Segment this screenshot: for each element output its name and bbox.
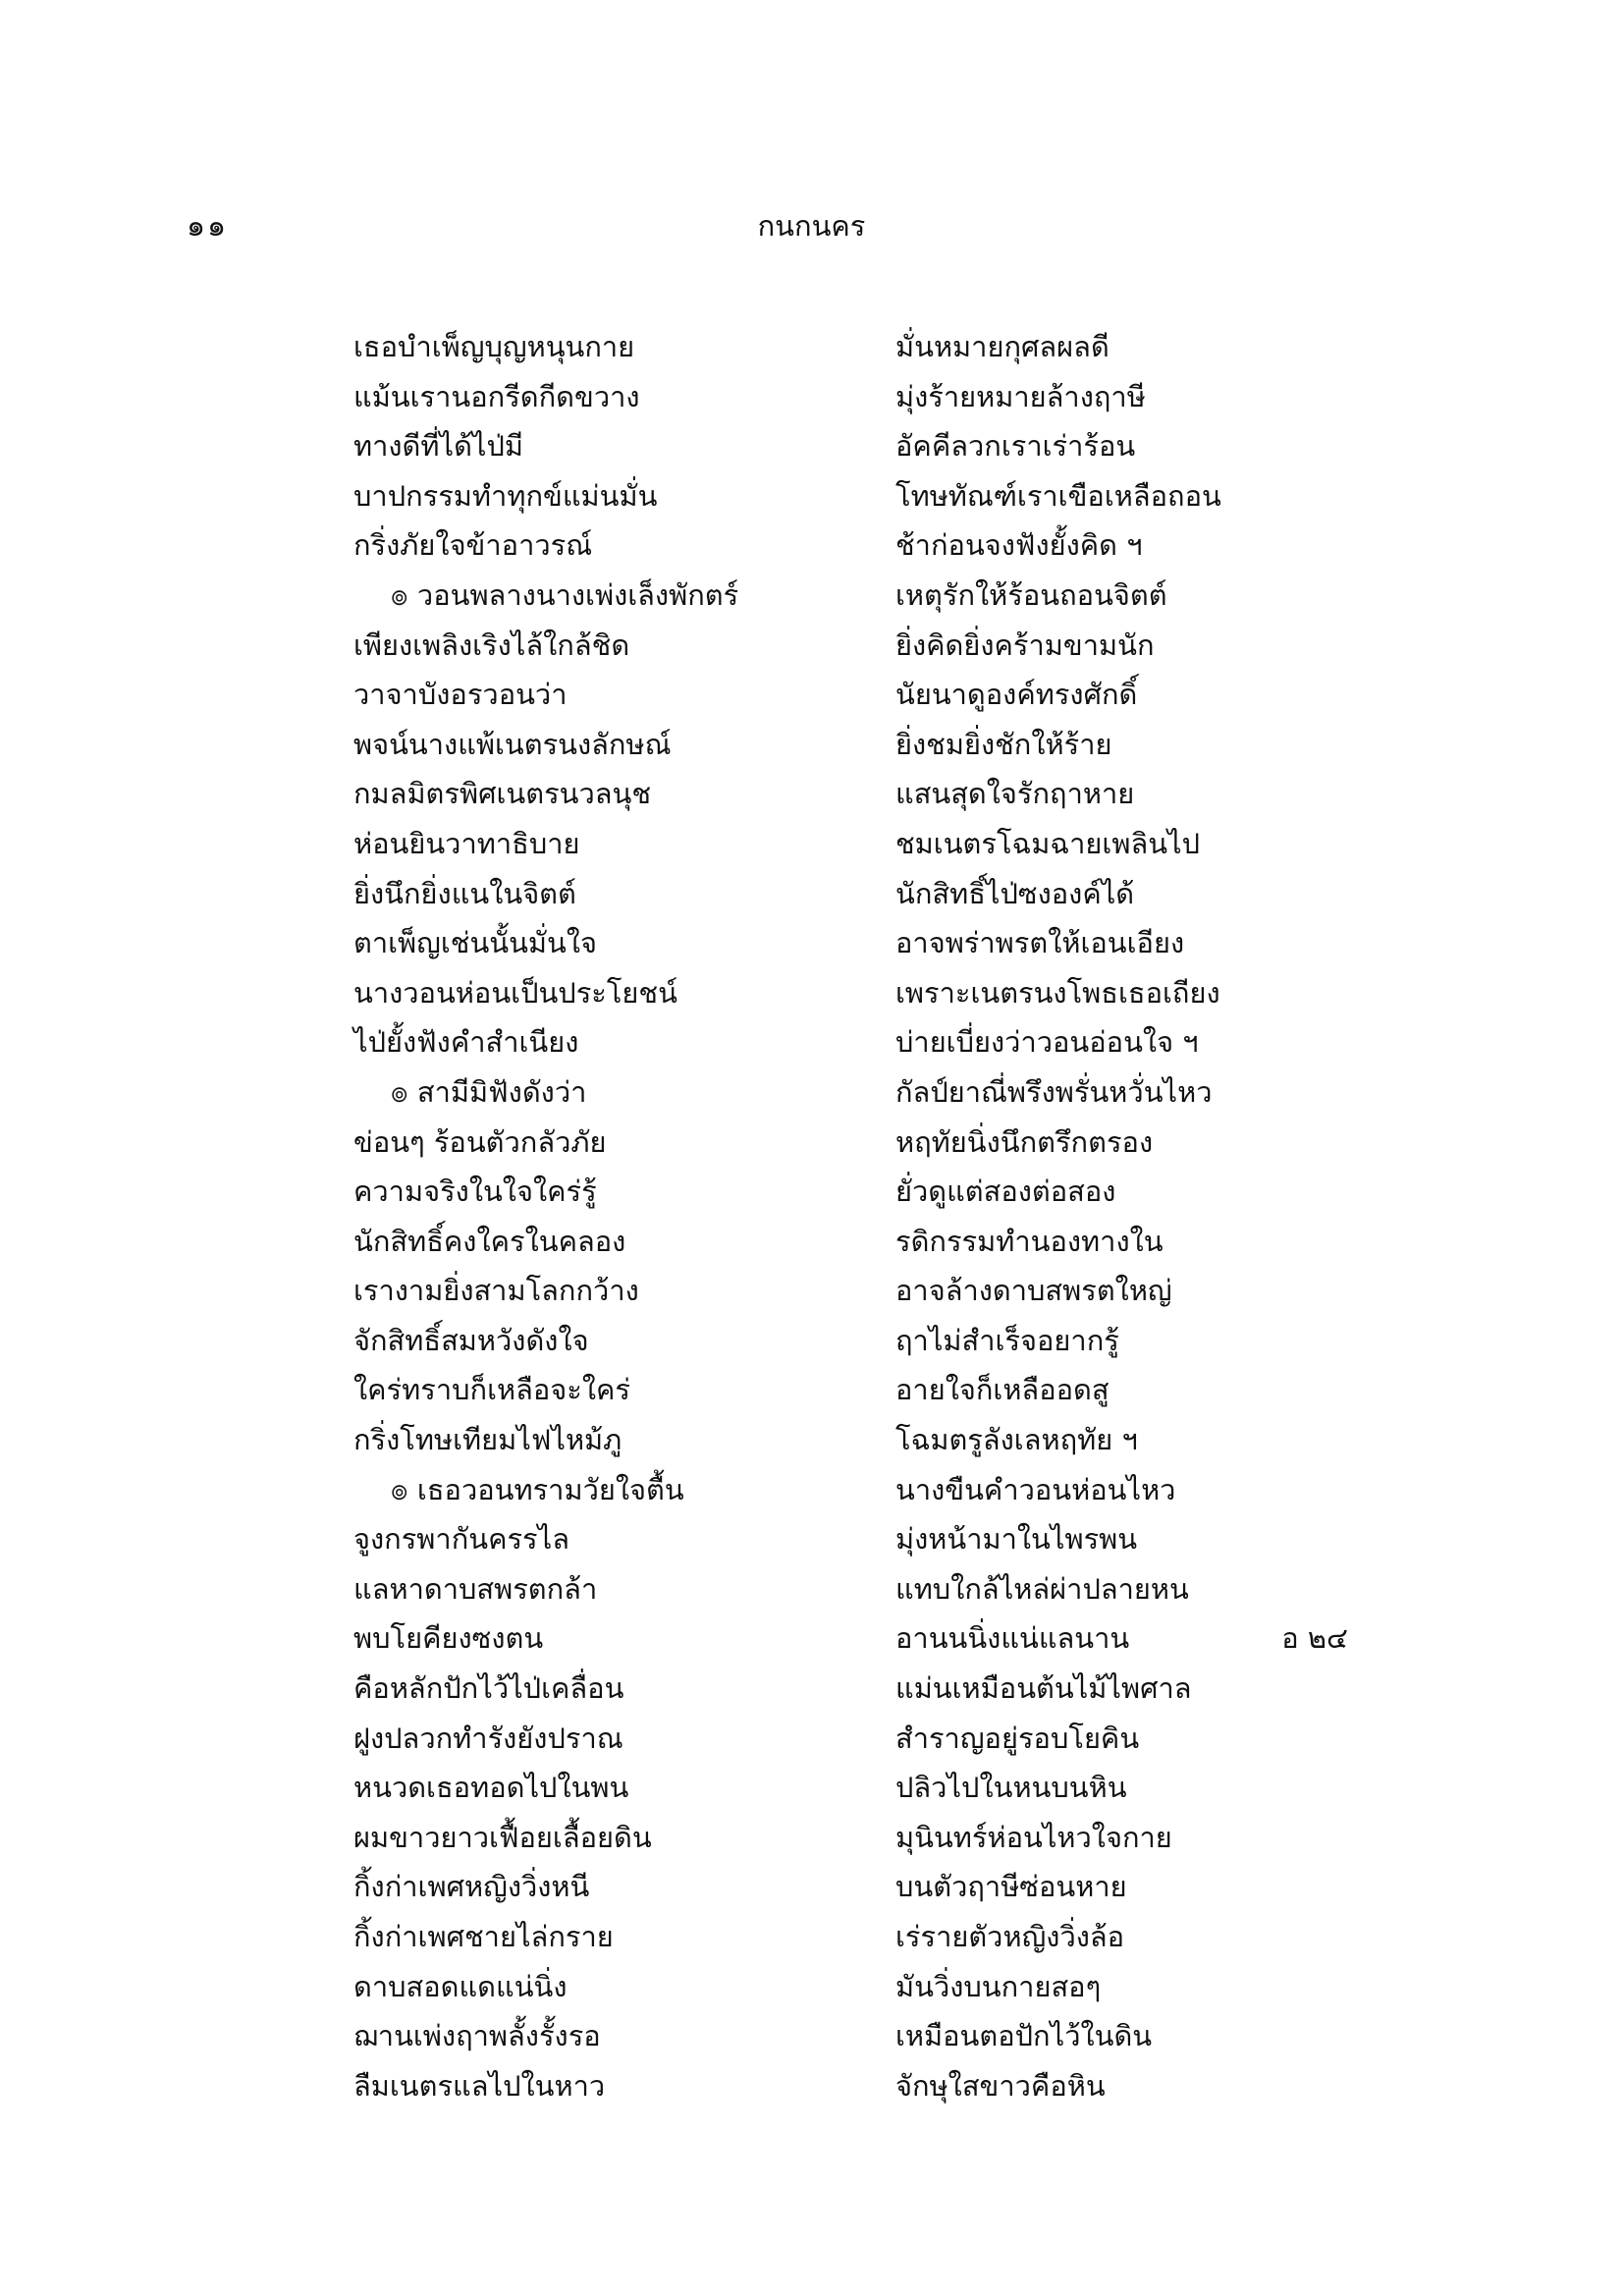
verse-second-half: นักสิทธิ์ไป่ซงองค์ได้ [895, 876, 1135, 910]
verse-row [0, 573, 1623, 623]
verse-first-half: กิ้งก่าเพศหญิงวิ่งหนี [353, 1870, 590, 1904]
verse-first-half: กริ่งภัยใจข้าอาวรณ์ [353, 528, 593, 563]
verse-first-half: ฝูงปลวกทำรังยังปราณ [353, 1721, 623, 1755]
verse-row [0, 1318, 1623, 1368]
verse-second-half: กัลป์ยาณี่พรึงพรั่นหวั่นไหว [895, 1074, 1213, 1109]
verse-first-half: จักสิทธิ์สมหวังดังใจ [353, 1323, 589, 1357]
verse-first-half: พบโยคียงซงตน [353, 1621, 544, 1656]
verse-second-half: ชมเนตรโฉมฉายเพลินไป [895, 826, 1201, 860]
verse-second-half: อานนนิ่งแน่แลนาน [895, 1621, 1130, 1656]
verse-row [0, 1417, 1623, 1467]
verse-second-half: โฉมตรูลังเลหฤทัย ฯ [895, 1423, 1138, 1457]
verse-first-half: ไป่ยั้งฟังคำสำเนียง [353, 1025, 579, 1060]
verse-second-half: นัยนาดูองค์ทรงศักดิ์ [895, 678, 1138, 712]
verse-row [0, 821, 1623, 871]
verse-row [0, 1019, 1623, 1069]
verse-first-half: ทางดีที่ได้ไป่มี [353, 429, 524, 464]
verse-row [0, 1964, 1623, 2014]
verse-first-half: ๏ วอนพลางนางเพ่งเล็งพักตร์ [391, 577, 739, 612]
verse-first-half: ข่อนๆ ร้อนตัวกลัวภัย [353, 1124, 607, 1159]
verse-second-half: อายใจก็เหลืออดสู [895, 1373, 1109, 1407]
running-title: กนกนคร [757, 209, 866, 243]
page-number: ๑๑ [187, 209, 229, 244]
verse-row [0, 1615, 1623, 1666]
verse-row [0, 1467, 1623, 1517]
verse-row [0, 1716, 1623, 1766]
verse-row [0, 1566, 1623, 1616]
verse-row [0, 1219, 1623, 1269]
verse-row [0, 871, 1623, 921]
verse-second-half: ช้าก่อนจงฟังยั้งคิด ฯ [895, 528, 1143, 563]
verse-row [0, 324, 1623, 374]
verse-second-half: โทษทัณฑ์เราเขือเหลือถอน [895, 478, 1221, 513]
verse-second-half: รดิกรรมทำนองทางใน [895, 1224, 1163, 1258]
verse-row [0, 1765, 1623, 1815]
verse-second-half: มุ่งร้ายหมายล้างฤาษี [895, 379, 1146, 413]
verse-first-half: คือหลักปักไว้ไป่เคลื่อน [353, 1671, 624, 1706]
verse-row [0, 1864, 1623, 1914]
verse-row [0, 1120, 1623, 1170]
verse-row [0, 1914, 1623, 1964]
verse-first-half: เพียงเพลิงเริงไล้ใกล้ชิด [353, 628, 630, 662]
verse-second-half: ยิ่งคิดยิ่งคร้ามขามนัก [895, 628, 1155, 662]
verse-first-half: จูงกรพากันครรไล [353, 1522, 569, 1557]
verse-second-half: มันวิ่งบนกายสอๆ [895, 1969, 1102, 2003]
verse-second-half: ยั่วดูแต่สองต่อสอง [895, 1175, 1116, 1209]
verse-second-half: เพราะเนตรนงโพธเธอเถียง [895, 975, 1220, 1010]
verse-row [0, 522, 1623, 573]
verse-first-half: ลืมเนตรแลไปในหาว [353, 2068, 606, 2103]
verse-first-half: แม้นเรานอกรีดกีดขวาง [353, 379, 640, 413]
verse-first-half: นางวอนห่อนเป็นประโยชน์ [353, 975, 677, 1010]
verse-first-half: ผมขาวยาวเฟื้อยเลื้อยดิน [353, 1820, 652, 1854]
verse-first-half: เธอบำเพ็ญบุญหนุนกาย [353, 330, 635, 363]
verse-second-half: มุนินทร์ห่อนไหวใจกาย [895, 1820, 1172, 1854]
verse-first-half: กิ้งก่าเพศชายไล่กราย [353, 1920, 614, 1953]
verse-row [0, 2063, 1623, 2113]
verse-second-half: บ่ายเบี่ยงว่าวอนอ่อนใจ ฯ [895, 1025, 1199, 1060]
verse-first-half: แลหาดาบสพรตกล้า [353, 1571, 598, 1606]
verse-first-half: ห่อนยินวาทาธิบาย [353, 826, 580, 860]
verse-second-half: เหมือนตอปักไว้ในดิน [895, 2019, 1153, 2053]
verse-first-half: หนวดเธอทอดไปในพน [353, 1771, 629, 1805]
verse-row [0, 2013, 1623, 2063]
verse-row [0, 423, 1623, 473]
verse-first-half: กริ่งโทษเทียมไฟไหม้ภู [353, 1423, 622, 1457]
verse-row [0, 1815, 1623, 1865]
verse-row [0, 1169, 1623, 1219]
verse-row [0, 722, 1623, 772]
verse-second-half: แทบใกล้ไหล่ผ่าปลายหน [895, 1571, 1189, 1606]
verse-row [0, 473, 1623, 523]
verse-second-half: นางขืนคำวอนห่อนไหว [895, 1472, 1176, 1506]
verse-first-half: บาปกรรมทำทุกข์แม่นมั่น [353, 478, 658, 513]
verse-first-half: ยิ่งนึกยิ่งแนในจิตต์ [353, 876, 576, 910]
verse-second-half: ยิ่งชมยิ่งชักให้ร้าย [895, 727, 1112, 761]
verse-second-half: มั่นหมายกุศลผลดี [895, 330, 1109, 363]
verse-second-half: อาจล้างดาบสพรตใหญ่ [895, 1274, 1172, 1308]
verse-second-half: แสนสุดใจรักฤาหาย [895, 777, 1135, 811]
verse-second-half: หฤทัยนิ่งนึกตรึกตรอง [895, 1124, 1154, 1159]
verse-second-half: จักษุใสขาวคือหิน [895, 2068, 1106, 2103]
verse-first-half: ดาบสอดแดแน่นิ่ง [353, 1969, 568, 2003]
verse-first-half: ความจริงในใจใคร่รู้ [353, 1175, 597, 1209]
verse-row [0, 920, 1623, 970]
verse-second-half: เร่รายตัวหญิงวิ่งล้อ [895, 1920, 1125, 1953]
verse-second-half: สำราญอยู่รอบโยคิน [895, 1721, 1140, 1755]
verse-row [0, 1516, 1623, 1566]
verse-block [0, 324, 1623, 2112]
verse-first-half: เรางามยิ่งสามโลกกว้าง [353, 1274, 639, 1308]
verse-row [0, 1069, 1623, 1120]
verse-row [0, 970, 1623, 1020]
verse-first-half: ตาเพ็ญเช่นนั้นมั่นใจ [353, 926, 598, 960]
verse-row [0, 374, 1623, 424]
verse-row [0, 771, 1623, 821]
verse-row [0, 1268, 1623, 1318]
verse-second-half: เหตุรักให้ร้อนถอนจิตต์ [895, 577, 1167, 612]
verse-second-half: มุ่งหน้ามาในไพรพน [895, 1522, 1138, 1557]
verse-second-half: อาจพร่าพรตให้เอนเอียง [895, 926, 1185, 960]
verse-second-half: บนตัวฤาษีซ่อนหาย [895, 1870, 1127, 1904]
verse-first-half: ๏ เธอวอนทรามวัยใจตื้น [391, 1472, 684, 1506]
verse-second-half: อัคคีลวกเราเร่าร้อน [895, 429, 1136, 464]
verse-second-half: แม่นเหมือนต้นไม้ไพศาล [895, 1671, 1192, 1706]
verse-first-half: ๏ สามีมิฟังดังว่า [391, 1074, 587, 1109]
verse-second-half: ปลิวไปในหนบนหิน [895, 1771, 1127, 1805]
verse-first-half: กมลมิตรพิศเนตรนวลนุช [353, 777, 652, 811]
verse-first-half: นักสิทธิ์คงใครในคลอง [353, 1224, 626, 1258]
verse-first-half: ใคร่ทราบก็เหลือจะใคร่ [353, 1373, 630, 1407]
margin-note: อ ๒๔ [1281, 1621, 1348, 1656]
verse-row [0, 672, 1623, 722]
verse-row [0, 1367, 1623, 1417]
verse-row [0, 1666, 1623, 1716]
verse-row [0, 623, 1623, 673]
verse-first-half: พจน์นางแพ้เนตรนงลักษณ์ [353, 727, 672, 761]
verse-second-half: ฤาไม่สำเร็จอยากรู้ [895, 1323, 1119, 1357]
verse-first-half: ฌานเพ่งฤาพลั้งรั้งรอ [353, 2019, 601, 2053]
verse-first-half: วาจาบังอรวอนว่า [353, 678, 568, 712]
